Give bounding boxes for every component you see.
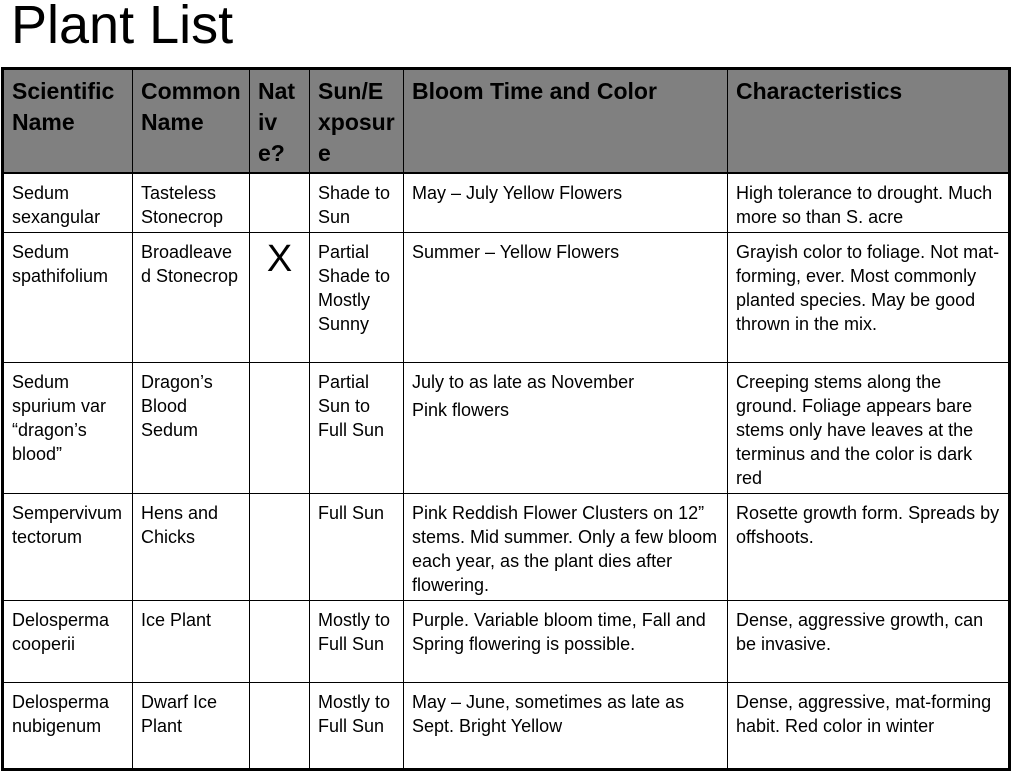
cell-bloom (404, 233, 728, 363)
cell-bloom (404, 363, 728, 494)
cell-scientific-name: Delosperma nubigenum (3, 683, 133, 770)
cell-characteristics: High tolerance to drought. Much more so than S. acre (728, 173, 1010, 233)
cell-common-name: Ice Plant (133, 601, 250, 683)
table-row (3, 233, 1010, 363)
cell-characteristics: Dense, aggressive, mat-forming habit. Red color in winter (728, 683, 1010, 770)
cell-native (250, 494, 310, 601)
header-common-name: Common Name (133, 69, 250, 174)
cell-bloom (404, 601, 728, 683)
cell-characteristics: Rosette growth form. Spreads by offshoots. (728, 494, 1010, 601)
bloom-line: July to as late as November (412, 372, 635, 392)
cell-sun-exposure: Full Sun (310, 494, 404, 601)
cell-scientific-name: Sedum spathifolium (3, 233, 133, 363)
cell-common-name: Hens and Chicks (133, 494, 250, 601)
cell-common-name: Dwarf Ice Plant (133, 683, 250, 770)
header-characteristics: Characteristics (728, 69, 1010, 174)
header-bloom-time-color: Bloom Time and Color (404, 69, 728, 174)
bloom-line: Purple. Variable bloom time, Fall and Spring flowering is possible. (412, 610, 706, 654)
bloom-line: Pink Reddish Flower Clusters on 12” stems. Mid summer. Only a few bloom each year, as the plant dies after flowering. (412, 503, 718, 595)
cell-common-name: Dragon’s Blood Sedum (133, 363, 250, 494)
cell-characteristics: Dense, aggressive growth, can be invasive. (728, 601, 1010, 683)
cell-bloom (404, 683, 728, 770)
cell-sun-exposure: Partial Shade to Mostly Sunny (310, 233, 404, 363)
cell-characteristics: Creeping stems along the ground. Foliage appears bare stems only have leaves at the terminus and the color is dark red (728, 363, 1010, 494)
table-row (3, 494, 1010, 601)
plant-table (1, 67, 1011, 771)
header-scientific-name: Scientific Name (3, 69, 133, 174)
page-title: Plant List (11, 0, 234, 55)
table-row (3, 601, 1010, 683)
cell-scientific-name: Sedum sexangular (3, 173, 133, 233)
table-row (3, 363, 1010, 494)
cell-bloom (404, 494, 728, 601)
bloom-line: Pink flowers (412, 400, 510, 420)
cell-sun-exposure: Mostly to Full Sun (310, 601, 404, 683)
cell-native (250, 363, 310, 494)
table-header-row (3, 69, 1010, 174)
cell-scientific-name: Delosperma cooperii (3, 601, 133, 683)
table-row (3, 683, 1010, 770)
header-sun-exposure: Sun/Exposure (310, 69, 404, 174)
cell-native (250, 601, 310, 683)
cell-scientific-name: Sempervivum tectorum (3, 494, 133, 601)
cell-common-name: Tasteless Stonecrop (133, 173, 250, 233)
table-row (3, 173, 1010, 233)
header-native: Native? (250, 69, 310, 174)
cell-scientific-name: Sedum spurium var “dragon’s blood” (3, 363, 133, 494)
cell-common-name: Broadleaved Stonecrop (133, 233, 250, 363)
bloom-line: Summer – Yellow Flowers (412, 242, 620, 262)
cell-native: X (250, 233, 310, 363)
bloom-line: May – June, sometimes as late as Sept. Bright Yellow (412, 692, 685, 736)
cell-native (250, 173, 310, 233)
cell-sun-exposure: Shade to Sun (310, 173, 404, 233)
cell-bloom (404, 173, 728, 233)
cell-characteristics: Grayish color to foliage. Not mat-forming, ever. Most commonly planted species. May be good thrown in the mix. (728, 233, 1010, 363)
cell-native (250, 683, 310, 770)
cell-sun-exposure: Mostly to Full Sun (310, 683, 404, 770)
bloom-line: May – July Yellow Flowers (412, 183, 623, 203)
cell-sun-exposure: Partial Sun to Full Sun (310, 363, 404, 494)
